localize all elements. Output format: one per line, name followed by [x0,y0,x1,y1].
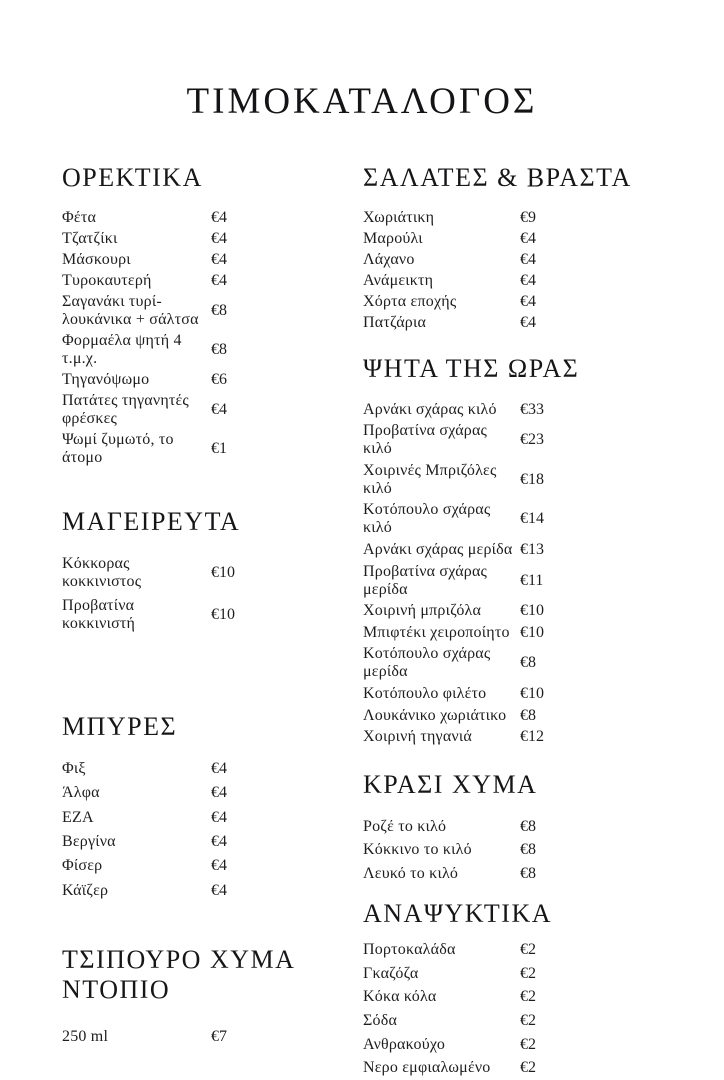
menu-item-name: Λουκάνικο χωριάτικο [363,706,507,724]
menu-item-name: Βεργίνα [62,832,116,850]
menu-item-price: €2 [520,1059,536,1077]
menu-item-price: €4 [520,272,536,290]
menu-item-name: Τυροκαυτερή [62,272,152,290]
menu-item-price: €12 [520,728,544,746]
menu-item-row [363,561,653,601]
section-heading: ΜΑΓΕΙΡΕΥΤΑ [62,506,241,536]
menu-item-row [62,208,314,229]
menu-section [363,354,653,748]
menu-item-row [62,292,314,331]
menu-item-price: €4 [520,314,536,332]
menu-item-row [363,838,653,862]
menu-item-price: €4 [520,293,536,311]
section-heading: ΑΝΑΨΥΚΤΙΚΑ [363,898,553,928]
menu-item-row [62,854,314,878]
menu-item-row [62,331,314,370]
menu-item-name: Αρνάκι σχάρας κιλό [363,400,497,418]
menu-section [62,945,314,1049]
menu-item-price: €11 [520,571,544,589]
menu-item-row [62,250,314,271]
menu-item-name: Πατζάρια [363,314,427,332]
menu-item-name: Τηγανόψωμο [62,371,150,389]
menu-item-row [363,705,653,727]
menu-item-row [62,391,314,430]
menu-item-row [363,313,653,334]
menu-item-row [363,1009,653,1033]
menu-item-name: Χοιρινή μπριζόλα [363,602,482,620]
menu-item-name: Ανάμεικτη [363,272,434,290]
menu-item-name: Κοτόπουλο σχάρας κιλό [363,501,491,537]
menu-item-name: Προβατίνα σχάρας μερίδα [363,562,488,598]
menu-item-name: Φέτα [62,209,97,227]
menu-item-row [62,594,314,636]
menu-item-row [363,420,653,460]
menu-item-name: Φιξ [62,759,86,777]
menu-item-row [363,1033,653,1057]
menu-item-price: €4 [520,251,536,269]
menu-item-row [62,552,314,594]
section-heading: ΟΡΕΚΤΙΚΑ [62,163,203,192]
menu-item-price: €4 [211,808,227,826]
menu-item-price: €2 [520,964,536,982]
menu-body [0,123,724,1080]
menu-item-name: Προβατίνα σχάρας κιλό [363,422,488,458]
menu-item-row [363,500,653,540]
menu-item-price: €2 [520,1012,536,1030]
menu-item-price: €4 [520,230,536,248]
menu-item-name: Κόκκορας κοκκινιστος [62,554,142,590]
menu-item-name: Σαγανάκι τυρί-λουκάνικα + σάλτσα [62,293,199,329]
menu-item-row [363,271,653,292]
menu-item-price: €13 [520,540,544,558]
menu-item-price: €8 [211,302,227,320]
menu-item-row [363,600,653,622]
menu-item-row [363,986,653,1010]
menu-item-price: €10 [211,563,235,581]
section-heading: ΚΡΑΣΙ ΧΥΜΑ [363,769,538,799]
menu-column-left [62,161,314,1080]
menu-item-name: Κόκκινο το κιλό [363,841,472,859]
menu-item-price: €4 [211,401,227,419]
menu-item-name: Ροζέ το κιλό [363,817,447,835]
menu-item-price: €8 [520,841,536,859]
menu-item-row [363,726,653,748]
menu-item-name: Χοιρινή τηγανιά [363,728,472,746]
menu-item-name: Κόκα κόλα [363,988,437,1006]
menu-item-name: Λευκό το κιλό [363,864,459,882]
menu-item-name: Ανθρακούχο [363,1035,446,1053]
menu-item-name: Προβατίνα κοκκινιστή [62,596,136,632]
menu-item-row [363,815,653,839]
menu-item-row [62,830,314,854]
menu-item-price: €23 [520,431,544,449]
menu-item-row [363,250,653,271]
menu-item-name: Λάχανο [363,251,415,269]
menu-item-name: 250 ml [62,1027,109,1045]
menu-item-name: Αρνάκι σχάρας μερίδα [363,540,513,558]
menu-item-price: €2 [520,1035,536,1053]
menu-item-price: €33 [520,400,544,418]
menu-section [62,163,314,469]
menu-item-name: Σόδα [363,1012,398,1030]
menu-item-row [363,399,653,421]
menu-item-row [363,862,653,886]
menu-item-price: €18 [520,470,544,488]
menu-item-row [363,622,653,644]
menu-item-name: Μαρούλι [363,230,423,248]
menu-item-price: €4 [211,881,227,899]
menu-item-price: €4 [211,272,227,290]
section-heading: ΣΑΛΑΤΕΣ & ΒΡΑΣΤΑ [363,163,632,192]
menu-item-price: €4 [211,209,227,227]
menu-item-row [62,805,314,829]
menu-section [62,507,314,636]
menu-item-name: Άλφα [62,784,100,802]
menu-item-name: Νερο εμφιαλωμένο [363,1059,491,1077]
menu-item-row [363,292,653,313]
menu-item-price: €2 [520,988,536,1006]
menu-item-price: €10 [211,605,235,623]
menu-item-name: Κοτόπουλο φιλέτο [363,684,487,702]
menu-item-row [363,962,653,986]
menu-item-price: €2 [520,941,536,959]
menu-item-name: Χόρτα εποχής [363,293,457,311]
menu-item-row [62,370,314,391]
menu-item-price: €10 [520,684,544,702]
menu-item-name: Μπιφτέκι χειροποίητο [363,623,510,641]
menu-item-name: Κοτόπουλο σχάρας μερίδα [363,645,491,681]
menu-item-price: €4 [211,230,227,248]
menu-item-row [62,430,314,469]
section-heading: ΤΣΙΠΟΥΡΟ ΧΥΜΑ ΝΤΟΠΙΟ [62,944,294,1004]
menu-section [363,899,653,1080]
section-heading: ΨΗΤΑ ΤΗΣ ΩΡΑΣ [363,353,580,383]
menu-item-name: Κάϊζερ [62,881,109,899]
menu-item-name: Φίσερ [62,857,103,875]
menu-item-price: €10 [520,623,544,641]
menu-item-row [62,879,314,903]
section-heading: ΜΠΥΡΕΣ [62,711,178,741]
menu-item-name: Φορμαέλα ψητή 4 τ.μ.χ. [62,332,182,368]
menu-item-name: Χωριάτικη [363,209,435,227]
menu-item-name: Ψωμί ζυμωτό, το άτομο [62,431,174,467]
menu-item-price: €4 [211,759,227,777]
menu-item-price: €8 [520,706,536,724]
menu-section [62,712,314,903]
menu-item-price: €8 [520,654,536,672]
menu-item-row [363,208,653,229]
menu-item-name: Πατάτες τηγανητές φρέσκες [62,392,189,428]
menu-item-row [363,1056,653,1080]
menu-item-row [62,271,314,292]
menu-section [363,770,653,886]
menu-item-price: €4 [211,832,227,850]
menu-item-row [62,1025,314,1049]
menu-item-row [363,683,653,705]
menu-item-price: €4 [211,784,227,802]
menu-item-row [363,460,653,500]
menu-item-price: €10 [520,602,544,620]
menu-item-name: Γκαζόζα [363,964,419,982]
menu-item-price: €4 [211,251,227,269]
menu-item-row [363,644,653,684]
menu-item-row [363,938,653,962]
menu-item-row [363,229,653,250]
menu-item-row [62,757,314,781]
menu-item-row [62,781,314,805]
menu-item-row [62,229,314,250]
menu-item-name: Τζατζίκι [62,230,118,248]
menu-item-name: Μάσκουρι [62,251,131,269]
menu-item-price: €8 [211,341,227,359]
menu-item-price: €1 [211,440,227,458]
page-title: ΤΙΜΟΚΑΤΑΛΟΓΟΣ [186,81,538,122]
menu-item-price: €7 [211,1027,227,1045]
menu-item-price: €8 [520,817,536,835]
menu-item-price: €14 [520,510,544,528]
menu-item-price: €8 [520,864,536,882]
menu-item-row [363,539,653,561]
menu-item-price: €4 [211,857,227,875]
menu-item-price: €6 [211,371,227,389]
menu-item-name: Πορτοκαλάδα [363,941,456,959]
menu-item-name: Χοιρινές Μπριζόλες κιλό [363,461,497,497]
menu-column-right [363,161,653,1080]
menu-item-name: ΕΖΑ [62,808,94,826]
menu-section [363,163,653,334]
menu-item-price: €9 [520,209,536,227]
